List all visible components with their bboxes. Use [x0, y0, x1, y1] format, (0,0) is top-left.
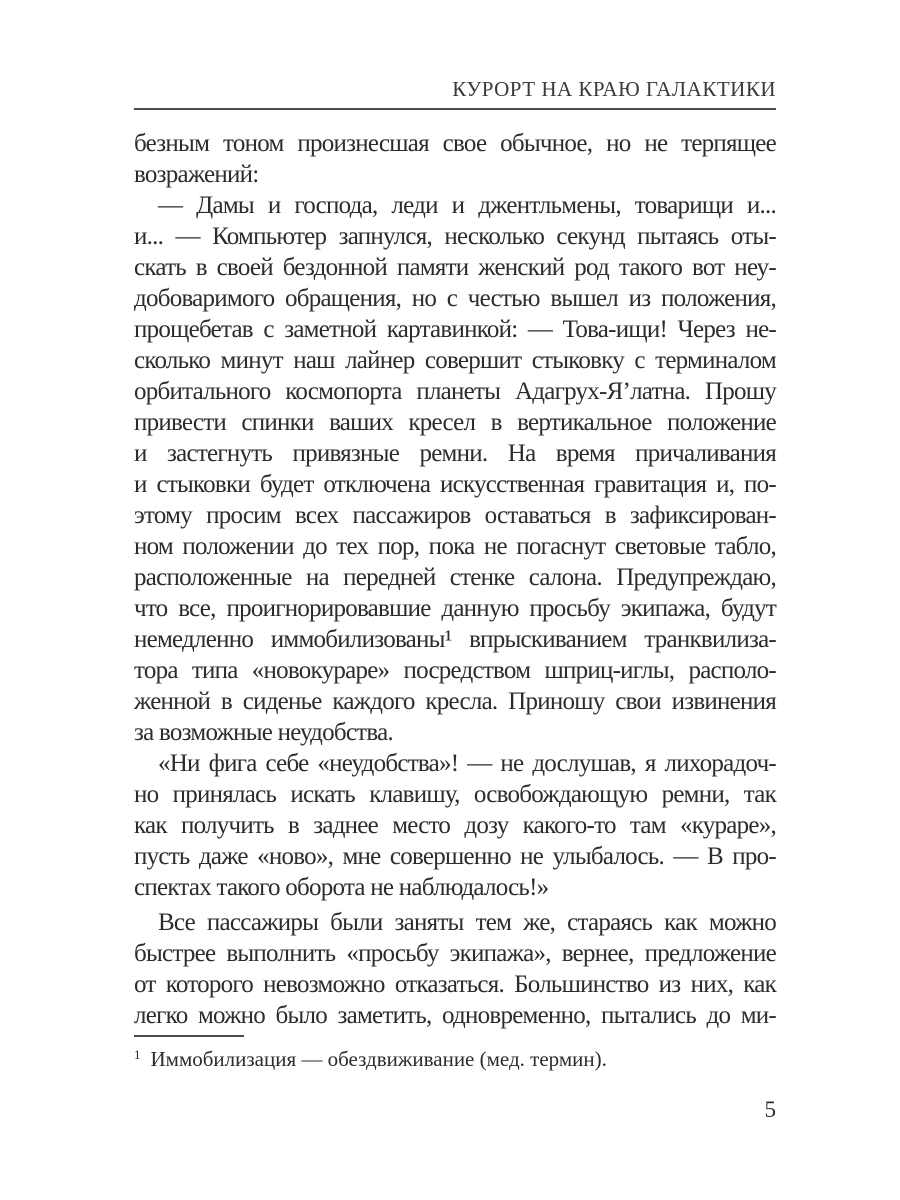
footnote [134, 1042, 776, 1072]
text-line: и застегнуть привязные ремни. На время причаливания [134, 440, 776, 467]
chapter-title: КУРОРТ НА КРАЮ ГАЛАКТИКИ [452, 77, 776, 101]
footnote-marker: 1 [134, 1047, 141, 1062]
text-line: женной в сиденье каждого кресла. Приношу свои извинения [134, 688, 776, 715]
body-text [134, 128, 776, 1031]
text-line: но принялась искать клавишу, освобождающую ремни, так [134, 781, 776, 808]
footnote-text: Иммобилизация — обездвиживание (мед. термин). [150, 1047, 607, 1071]
text-line: возражений: [134, 161, 259, 188]
text-line: быстрее выполнить «просьбу экипажа», вернее, предложение [134, 940, 776, 967]
text-line: — Дамы и господа, леди и джентльмены, товарищи и... [158, 192, 776, 219]
text-line: за возможные неудобства. [134, 719, 393, 746]
text-line: сколько минут наш лайнер совершит стыковку с терминалом [134, 347, 776, 374]
text-line: орбитального космопорта планеты Адагрух-Я’латна. Прошу [134, 378, 776, 405]
text-line: скать в своей бездонной памяти женский род такого вот неу- [134, 254, 776, 281]
text-line: прощебетав с заметной картавинкой: — Това-ищи! Через не- [134, 316, 776, 343]
text-line: спектах такого оборота не наблюдалось!» [134, 874, 549, 901]
text-line: добоваримого обращения, но с честью вышел из положения, [134, 285, 776, 312]
running-header [134, 77, 776, 101]
footnote-rule [134, 1035, 244, 1037]
text-line: тора типа «новокураре» посредством шприц-иглы, располо- [134, 657, 776, 684]
text-line: пусть даже «ново», мне совершенно не улыбалось. — В про- [134, 843, 776, 870]
text-line: легко можно было заметить, одновременно, пытались до ми- [134, 1002, 776, 1029]
header-rule [134, 108, 776, 110]
text-line: что все, проигнорировавшие данную просьбу экипажа, будут [134, 595, 776, 622]
text-line: расположенные на передней стенке салона. Предупреждаю, [134, 564, 776, 591]
text-line: ном положении до тех пор, пока не погаснут световые табло, [134, 533, 776, 560]
page-number: 5 [764, 1097, 776, 1122]
text-line: этому просим всех пассажиров оставаться в зафиксирован- [134, 502, 776, 529]
text-line: привести спинки ваших кресел в вертикальное положение [134, 409, 776, 436]
text-line: «Ни фига себе «неудобства»! — не дослушав, я лихорадоч- [158, 750, 776, 777]
text-line: немедленно иммобилизованы¹ впрыскиванием транквилиза- [134, 626, 776, 653]
text-line: безным тоном произнесшая свое обычное, но не терпящее [134, 130, 776, 157]
text-line: как получить в заднее место дозу какого-то там «кураре», [134, 812, 776, 839]
text-line: Все пассажиры были заняты тем же, стараясь как можно [158, 909, 776, 936]
text-line: и стыковки будет отключена искусственная гравитация и, по- [134, 471, 776, 498]
text-line: и... — Компьютер запнулся, несколько секунд пытаясь оты- [134, 223, 776, 250]
text-line: от которого невозможно отказаться. Большинство из них, как [134, 971, 776, 998]
